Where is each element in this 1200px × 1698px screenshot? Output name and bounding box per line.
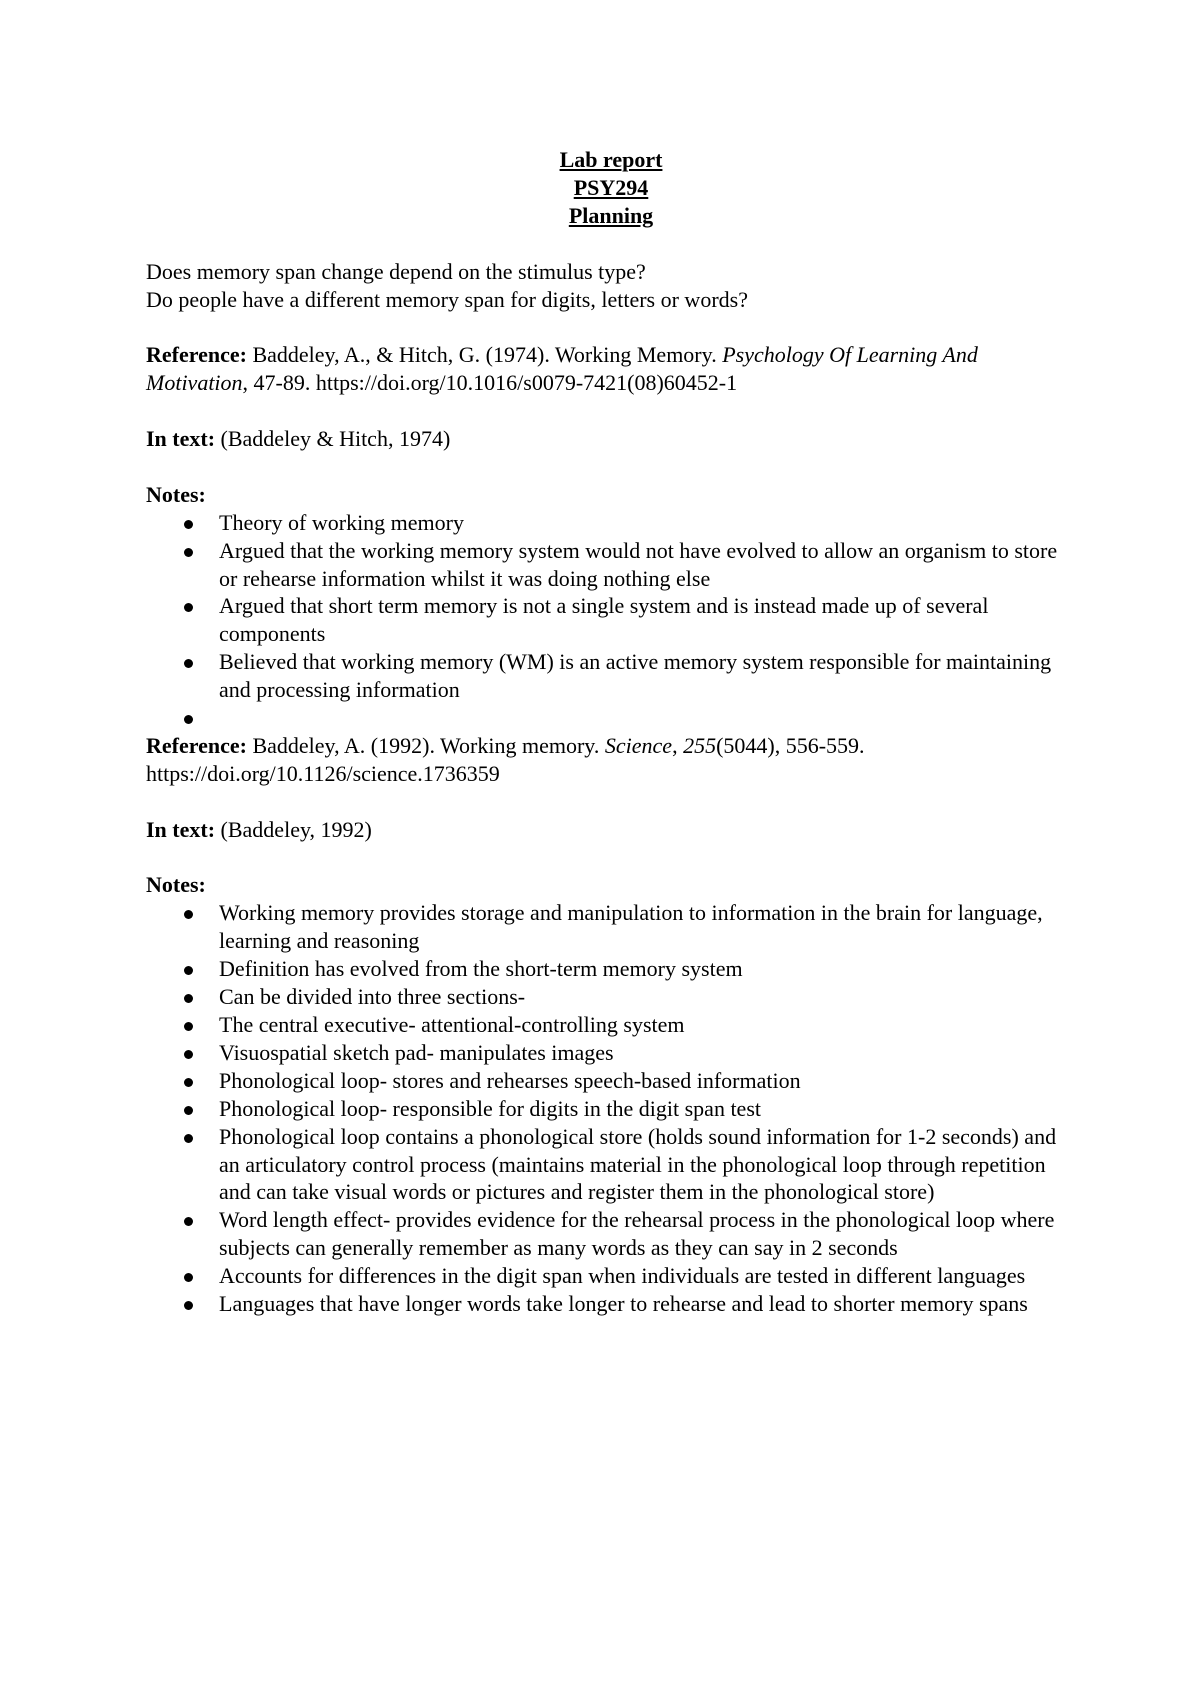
notes-label: Notes: <box>146 481 206 507</box>
bullet-icon <box>184 715 193 724</box>
bullet-icon <box>184 1217 193 1226</box>
list-item: Word length effect- provides evidence for the rehearsal process in the phonological loop where subjects can generally remember as many words as they can say in 2 seconds <box>146 1206 1076 1262</box>
list-item: Accounts for differences in the digit span when individuals are tested in different languages <box>146 1262 1076 1290</box>
bullet-icon <box>184 603 193 612</box>
notes-list-2 <box>146 899 1076 1318</box>
bullet-icon <box>184 548 193 557</box>
list-item: Argued that short term memory is not a single system and is instead made up of several components <box>146 592 1076 648</box>
bullet-icon <box>184 1078 193 1087</box>
bullet-icon <box>184 1134 193 1143</box>
research-question: Does memory span change depend on the stimulus type? <box>146 258 646 284</box>
bullet-icon <box>184 966 193 975</box>
list-item: Definition has evolved from the short-term memory system <box>146 955 1076 983</box>
bullet-icon <box>184 1106 193 1115</box>
research-question: Do people have a different memory span for digits, letters or words? <box>146 286 748 312</box>
reference-1: Reference: Baddeley, A., & Hitch, G. (1974). Working Memory. Psychology Of Learning And Motivation, 47-89. https://doi.org/10.1016/s0079-7421(08)60452-1 <box>146 342 978 396</box>
in-text-label: In text: <box>146 426 216 452</box>
bullet-icon <box>184 520 193 529</box>
in-text-citation-2: In text: (Baddeley, 1992) <box>146 816 372 842</box>
bullet-icon <box>184 910 193 919</box>
course-code: PSY294 <box>573 174 649 200</box>
bullet-icon <box>184 994 193 1003</box>
in-text-label: In text: <box>146 816 216 842</box>
list-item: Languages that have longer words take longer to rehearse and lead to shorter memory spans <box>146 1290 1076 1318</box>
bullet-icon <box>184 1273 193 1282</box>
list-item: Believed that working memory (WM) is an active memory system responsible for maintaining and processing information <box>146 648 1076 704</box>
list-item: Phonological loop contains a phonological store (holds sound information for 1-2 seconds) and an articulatory control process (maintains material in the phonological loop through repetition and can take visual words or pictures and register them in the phonological store) <box>146 1123 1076 1207</box>
list-item: Argued that the working memory system would not have evolved to allow an organism to store or rehearse information whilst it was doing nothing else <box>146 537 1076 593</box>
list-item: Working memory provides storage and manipulation to information in the brain for language, learning and reasoning <box>146 899 1076 955</box>
journal-volume: 255 <box>683 732 717 758</box>
list-item: Theory of working memory <box>146 509 1076 537</box>
list-item: Visuospatial sketch pad- manipulates images <box>146 1039 1076 1067</box>
bullet-icon <box>184 1050 193 1059</box>
reference-label: Reference: <box>146 342 247 368</box>
list-item: The central executive- attentional-controlling system <box>146 1011 1076 1039</box>
journal-title: Science <box>604 732 673 758</box>
reference-2: Reference: Baddeley, A. (1992). Working memory. Science, 255(5044), 556-559. https://doi.org/10.1126/science.1736359 <box>146 732 865 786</box>
notes-list-1 <box>146 509 1076 732</box>
list-item: Phonological loop- stores and rehearses speech-based information <box>146 1067 1076 1095</box>
list-item: Phonological loop- responsible for digits in the digit span test <box>146 1095 1076 1123</box>
notes-label: Notes: <box>146 872 206 898</box>
bullet-icon <box>184 659 193 668</box>
bullet-icon <box>184 1022 193 1031</box>
list-item <box>146 704 1076 732</box>
section-heading: Planning <box>568 202 654 228</box>
journal-title: Psychology Of Learning And Motivation <box>146 342 978 396</box>
document-body <box>146 146 1076 1318</box>
in-text-citation-1: In text: (Baddeley & Hitch, 1974) <box>146 426 451 452</box>
list-item: Can be divided into three sections- <box>146 983 1076 1011</box>
report-title: Lab report <box>559 147 663 172</box>
bullet-icon <box>184 1301 193 1310</box>
reference-label: Reference: <box>146 732 247 758</box>
